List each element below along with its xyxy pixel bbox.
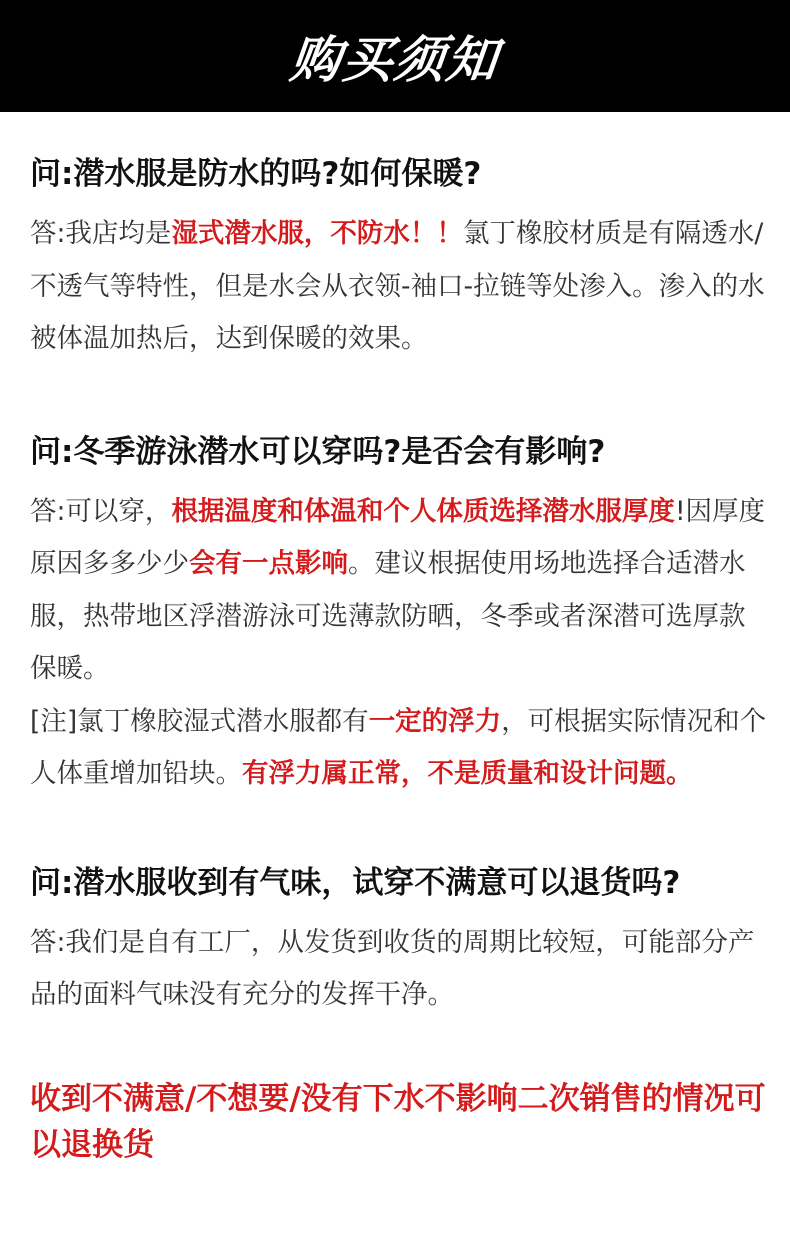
faq-note: [30, 696, 770, 801]
answer-text: 。建议根据使用场地选择合适潜水服，热带地区浮潜游泳可选薄款防晒，冬季或者深潜可选厚款保暖。: [30, 548, 746, 684]
faq-answer: [30, 486, 770, 696]
answer-highlight: 根据温度和体温和个人体质选择潜水服厚度: [171, 495, 675, 527]
faq-question: 问:潜水服是防水的吗?如何保暖?: [30, 156, 482, 192]
answer-highlight: 湿式潜水服，不防水！！: [171, 218, 463, 249]
answer-text: 答:我店均是: [30, 218, 172, 249]
faq-question: 问:潜水服收到有气味，试穿不满意可以退货吗?: [30, 864, 681, 901]
note-text: ，可根据实际情况和个人体重增加铅块。: [30, 705, 767, 789]
faq-content: [30, 148, 770, 1168]
faq-question: 问:冬季游泳潜水可以穿吗?是否会有影响?: [30, 433, 606, 470]
note-text: [注]氯丁橡胶湿式潜水服都有: [30, 705, 369, 737]
answer-text: 答:可以穿，: [30, 495, 172, 527]
faq-answer: 答:我们是自有工厂，从发货到收货的周期比较短，可能部分产品的面料气味没有充分的发挥干净。: [30, 926, 755, 1010]
return-policy-notice: 收到不满意/不想要/没有下水不影响二次销售的情况可以退换货: [30, 1080, 766, 1163]
faq-item-winter: [30, 426, 770, 801]
note-highlight: 有浮力属正常，不是质量和设计问题。: [242, 758, 693, 789]
answer-highlight: 会有一点影响: [189, 548, 348, 579]
answer-text: !因厚度原因多多少少: [30, 495, 766, 579]
faq-item-waterproof: [30, 148, 770, 366]
faq-answer: [30, 208, 770, 366]
note-highlight: 一定的浮力: [368, 705, 502, 737]
header-banner: [0, 0, 790, 112]
answer-text: 氯丁橡胶材质是有隔透水/不透气等特性，但是水会从衣领-袖口-拉链等处渗入。渗入的水被体温加热后，达到保暖的效果。: [30, 218, 765, 354]
page-title: 购买须知: [287, 31, 502, 89]
faq-item-return: [30, 857, 770, 1022]
